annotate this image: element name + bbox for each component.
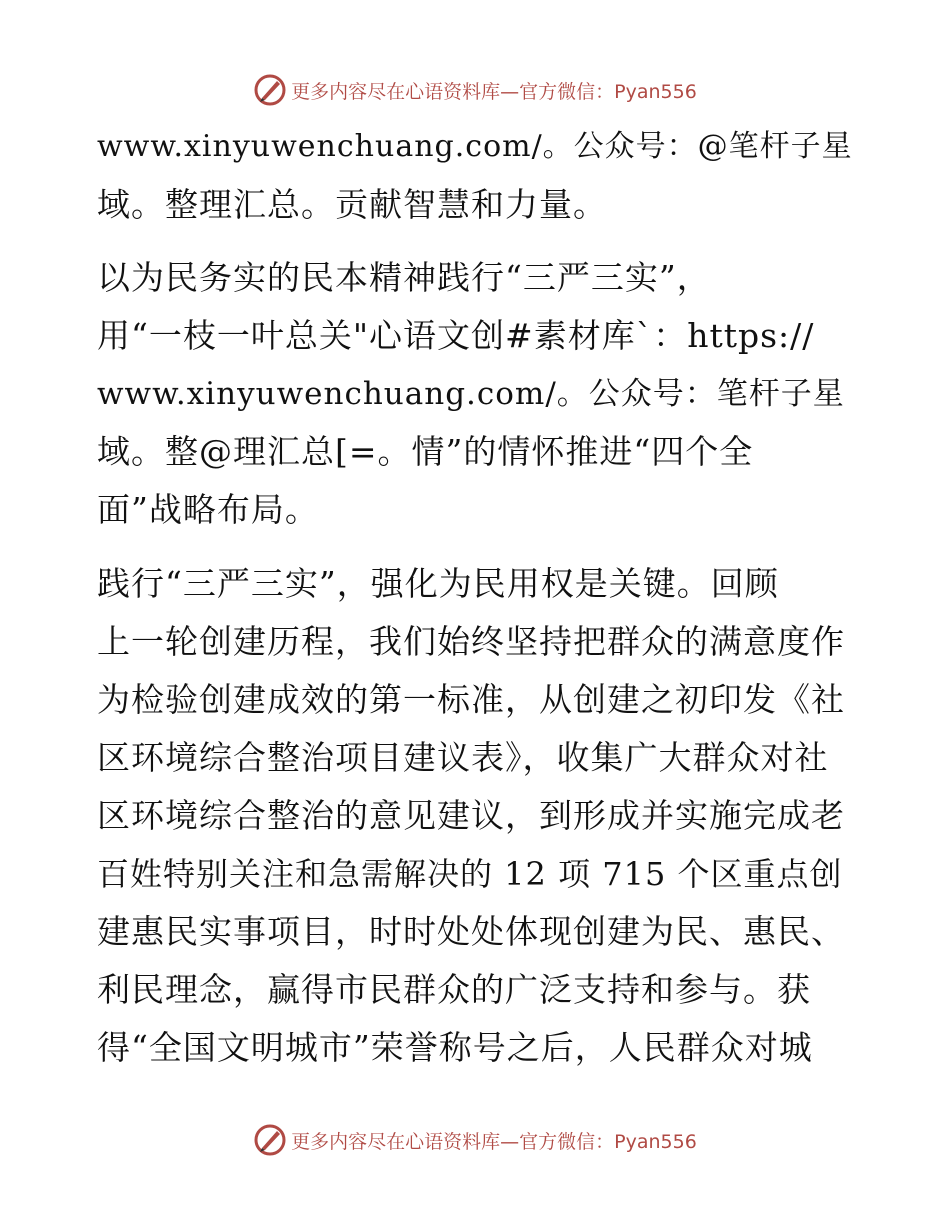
text-line: 上一轮创建历程，我们始终坚持把群众的满意度作 <box>97 622 845 661</box>
paragraph-1 <box>97 118 857 234</box>
pen-logo-icon <box>253 73 287 107</box>
text-line: www.xinyuwenchuang.com/。公众号：@笔杆子星 <box>97 129 853 164</box>
text-line: 以为民务实的民本精神践行“三严三实”， <box>97 258 711 297</box>
text-line: 面”战略布局。 <box>97 490 319 529</box>
text-line: 域。整@理汇总[=。情”的情怀推进“四个全 <box>97 432 754 471</box>
text-line: 得“全国文明城市”荣誉称号之后，人民群众对城 <box>97 1028 813 1067</box>
document-body <box>97 118 857 1077</box>
paragraph-3 <box>97 555 857 1077</box>
text-line: 区环境综合整治项目建议表》，收集广大群众对社 <box>97 738 829 777</box>
header-banner-text: 更多内容尽在心语资料库—官方微信：Pyan556 <box>291 80 697 103</box>
footer-banner <box>0 1120 950 1160</box>
text-line: 利民理念，赢得市民群众的广泛支持和参与。获 <box>97 970 811 1009</box>
text-line: 践行“三严三实”，强化为民用权是关键。回顾 <box>97 564 779 603</box>
text-line: 建惠民实事项目，时时处处体现创建为民、惠民、 <box>97 912 845 951</box>
text-line: www.xinyuwenchuang.com/。公众号：笔杆子星 <box>97 376 845 412</box>
header-banner <box>0 70 950 110</box>
text-line: 区环境综合整治的意见建议，到形成并实施完成老 <box>97 796 845 835</box>
pen-logo-icon <box>253 1123 287 1157</box>
footer-banner-text: 更多内容尽在心语资料库—官方微信：Pyan556 <box>291 1130 697 1153</box>
text-line: 用“一枝一叶总关"心语文创#素材库`：https:// <box>97 316 815 355</box>
text-line: 域。整理汇总。贡献智慧和力量。 <box>97 185 607 224</box>
text-line: 百姓特别关注和急需解决的 12 项 715 个区重点创 <box>97 855 843 893</box>
text-line: 为检验创建成效的第一标准，从创建之初印发《社 <box>97 680 845 719</box>
paragraph-2 <box>97 249 857 539</box>
